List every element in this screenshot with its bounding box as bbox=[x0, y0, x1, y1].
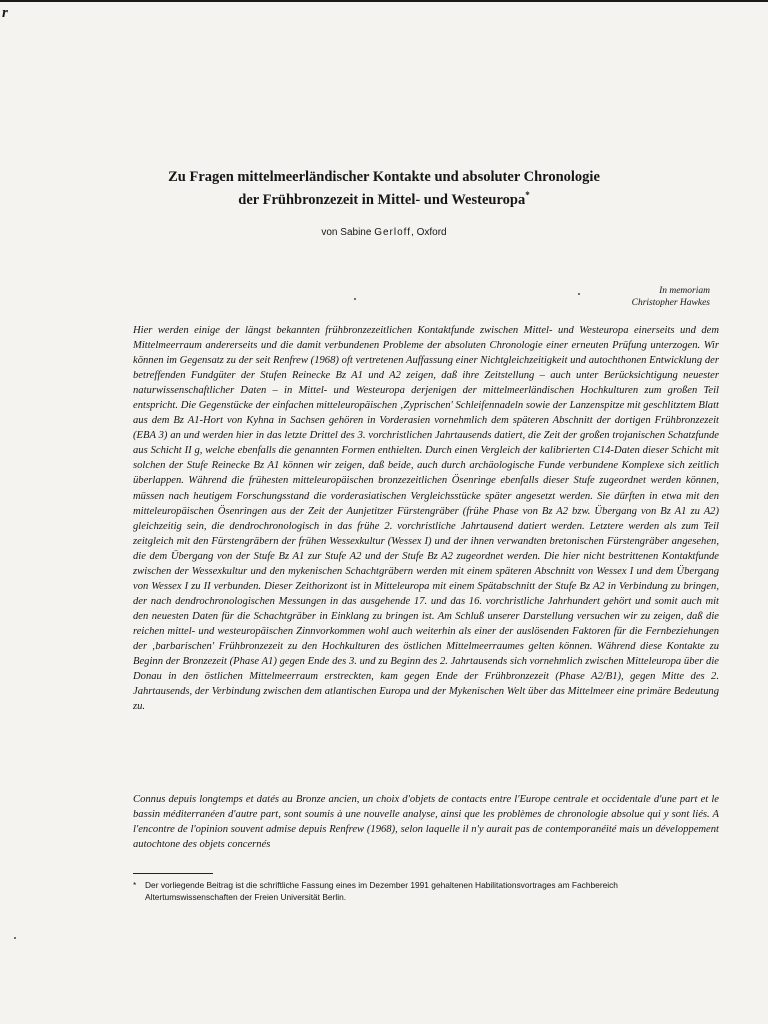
byline-prefix: von Sabine bbox=[321, 227, 372, 238]
dedication bbox=[632, 285, 710, 309]
footnote-marker: * bbox=[133, 880, 137, 890]
footnote-separator bbox=[133, 873, 213, 874]
scan-speck bbox=[14, 937, 16, 939]
title-footnote-marker: * bbox=[525, 190, 530, 200]
article-title bbox=[140, 168, 628, 209]
byline-author: Gerloff bbox=[374, 227, 412, 238]
dedication-line-1: In memoriam bbox=[659, 286, 710, 296]
title-line-1: Zu Fragen mittelmeerländischer Kontakte und absoluter Chronologie bbox=[168, 169, 600, 185]
corner-mark: r bbox=[2, 5, 8, 21]
dedication-line-2: Christopher Hawkes bbox=[631, 298, 710, 308]
footnote-line-2: Altertumswissenschaften der Freien Universität Berlin. bbox=[145, 892, 347, 902]
title-line-2-text: der Frühbronzezeit in Mittel- und Westeuropa bbox=[238, 191, 526, 208]
byline bbox=[0, 227, 768, 239]
scan-speck bbox=[354, 298, 356, 300]
footnote bbox=[133, 879, 719, 903]
title-line-2 bbox=[140, 186, 628, 209]
scan-speck bbox=[578, 293, 580, 295]
byline-affiliation: , Oxford bbox=[411, 227, 447, 238]
top-edge-rule bbox=[0, 0, 768, 2]
abstract-german: Hier werden einige der längst bekannten frühbronzezeitlichen Kontaktfunde zwischen Mittel- und Westeuropa einerseits und dem Mittelmeerraum andererseits und die damit verbundenen Probleme der absoluten Chronologie einer erneuten Prüfung unterzogen. Wir können im Gegensatz zu der seit Renfrew (1968) oft vertretenen Auffassung einer Nichtgleichzeitigkeit und autochthonen Entwicklung der betreffenden Fundgüter der Stufen Reinecke Bz A1 und A2 zeigen, daß ihre Zeitstellung – auch unter Berücksichtigung neuester naturwissenschaftlicher Daten – in Mittel- und Westeuropa derjenigen der mittelmeerländischen Hochkulturen zum großen Teil entspricht. Die Gegenstücke der einfachen mitteleuropäischen ‚Zyprischen' Schleifennadeln sowie der Lanzenspitze mit geschlitztem Blatt aus dem Bz A1-Hort von Kyhna in Sachsen gehören in Vorderasien vornehmlich dem späteren Abschnitt der dortigen Frühbronzezeit (EBA 3) an und werden hier in das letzte Drittel des 3. vorchristlichen Jahrtausends datiert, die Zeit der großen trojanischen Schatzfunde aus Schicht II g, welche ebenfalls die genannten Formen enthielten. Durch einen Vergleich der kalibrierten C14-Daten dieser Schicht mit solchen der Stufe Reinecke Bz A1 können wir zeigen, daß beide, auch durch archäologische Funde verbundene Komplexe sich zeitlich überlappen. Während die frühesten mitteleuropäischen bronzezeitlichen Ösenringe ebenfalls dieser Stufe zugeordnet werden können, müssen nach heutigem Forschungsstand die vorderasiatischen Vergleichsstücke später angesetzt werden. Sie dürften in etwa mit den mitteleuropäischen Ösenringen aus der Zeit der Aunjetitzer Fürstengräber (frühe Phase von Bz A2 bzw. Übergang von Bz A1 zu A2) gleichzeitig sein, die dendrochronologisch in das frühe 2. vorchristliche Jahrtausend datiert werden. Letztere werden als zum Teil zeitgleich mit den Fürstengräbern der frühen Wessexkultur (Wessex I) und der ihnen verwandten bretonischen Fürstengräber angesehen, die dem Übergang von der Stufe Bz A1 zur Stufe A2 und der Stufe Bz A2 zugeordnet werden. Die hier nicht bestrittenen Kontaktfunde zwischen der Wessexkultur und den mykenischen Schachtgräbern werden mit einem späteren Abschnitt von Wessex I und dem Übergang von Wessex I zu II verbunden. Dieser Zeithorizont ist in Mitteleuropa mit einem Spätabschnitt der Stufe Bz A2 in Verbindung zu bringen, der nach dendrochronologischen Messungen in das ausgehende 17. und das 16. vorchristliche Jahrhundert gehört und somit auch mit den neuesten Daten für die Schachtgräber in Einklang zu bringen ist. Am Schluß unserer Darstellung versuchen wir zu zeigen, daß die reichen mittel- und westeuropäischen Zinnvorkommen wohl auch weiterhin als einer der auslösenden Faktoren für die Fernbeziehungen der ‚barbarischen' Frühbronzezeit zu den Hochkulturen des östlichen Mittelmeerraumes gelten können. Während diese Kontakte zu Beginn der Bronzezeit (Phase A1) gegen Ende des 3. und zu Beginn des 2. Jahrtausends sich vornehmlich zwischen Mitteleuropa über die Donau in den östlichen Mittelmeerraum erstreckten, kam gegen Ende der Frühbronzezeit (Phase A2/B1), gegen Mitte des 2. Jahrtausends, der Verbindung zwischen dem atlantischen Europa und der Mykenischen Welt über das Mittelmeer eine primäre Bedeutung zu. bbox=[133, 325, 719, 713]
abstract-french: Connus depuis longtemps et datés au Bronze ancien, un choix d'objets de contacts entre l'Europe centrale et occidentale d'une part et le bassin méditerranéen d'autre part, sont soumis à une nouvelle analyse, ainsi que les problèmes de chronologie absolue qui y sont liés. A l'encontre de l'opinion souvent admise depuis Renfrew (1968), selon laquelle il n'y aurait pas de contemporanéité mais un développement autochtone des objets concernés bbox=[133, 794, 719, 851]
footnote-line-1: Der vorliegende Beitrag ist die schriftliche Fassung eines im Dezember 1991 gehaltenen Habilitationsvortrages am Fachbereich bbox=[145, 880, 618, 890]
